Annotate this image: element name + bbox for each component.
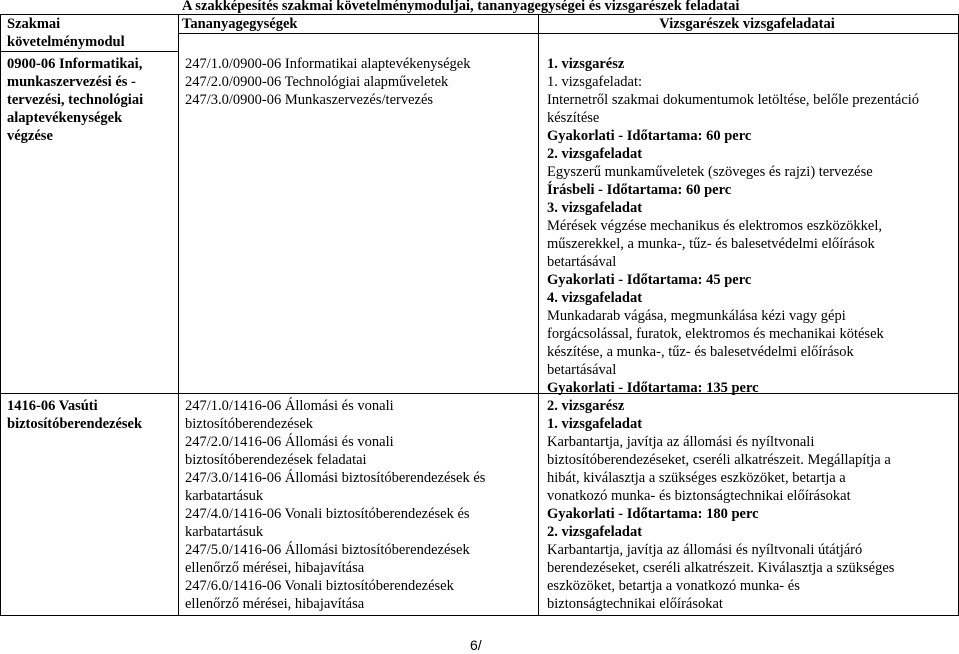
exam-line: Gyakorlati - Időtartama: 60 perc (547, 128, 752, 144)
module-line: 1416-06 Vasúti (7, 398, 98, 414)
module-line: alaptevékenységek (7, 110, 123, 126)
unit-line: 247/2.0/1416-06 Állomási és vonali (185, 434, 394, 450)
header-bottom-border-right (178, 33, 959, 34)
unit-line: biztosítóberendezések feladatai (185, 452, 367, 468)
header-bottom-border-left (0, 51, 178, 52)
exam-line: Gyakorlati - Időtartama: 180 perc (547, 506, 759, 522)
exam-line: 1. vizsgarész (547, 56, 625, 72)
column-divider-2 (538, 14, 539, 615)
exam-line: biztonságtechnikai előírásokat (547, 596, 723, 612)
unit-line: ellenőrző mérései, hibajavítása (185, 560, 365, 576)
exam-line: Karbantartja, javítja az állomási és nyíltvonali útátjáró (547, 542, 863, 558)
page-number: 6/ (470, 637, 482, 653)
module-1416 (7, 397, 175, 433)
exam-line: 2. vizsgafeladat (547, 524, 643, 540)
exam-line: berendezéseket, cseréli alkatrészeit. Kiválasztja a szükséges (547, 560, 895, 576)
unit-line: 247/4.0/1416-06 Vonali biztosítóberendezések és (185, 506, 470, 522)
exam-line: biztosítóberendezéseket, cseréli alkatrészeit. Megállapítja a (547, 452, 891, 468)
exam-line: 1. vizsgafeladat (547, 416, 643, 432)
unit-line: 247/1.0/0900-06 Informatikai alaptevékenységek (185, 56, 471, 72)
exam-0900 (547, 55, 955, 397)
unit-line: 247/3.0/0900-06 Munkaszervezés/tervezés (185, 92, 434, 108)
exam-line: 2. vizsgafeladat (547, 146, 643, 162)
exam-line: Gyakorlati - Időtartama: 45 perc (547, 272, 752, 288)
units-0900 (185, 55, 530, 109)
exam-line: Munkadarab vágása, megmunkálása kézi vagy gépi (547, 308, 846, 324)
table-left-border (0, 14, 1, 615)
page-caption: A szakképesítés szakmai követelménymoduljai, tananyagegységei és vizsgarészek feladatai (182, 0, 740, 14)
exam-line: készítése, a munka-, tűz- és balesetvédelmi előírások (547, 344, 854, 360)
exam-line: eszközöket, betartja a vonatkozó munka- és (547, 578, 800, 594)
exam-line: készítése (547, 110, 600, 126)
table-bottom-border (0, 615, 959, 616)
unit-line: 247/1.0/1416-06 Állomási és vonali (185, 398, 394, 414)
module-line: végzése (7, 128, 53, 144)
exam-line: betartásával (547, 254, 617, 270)
header-module-line: követelménymodul (7, 34, 125, 50)
exam-line: forgácsolással, furatok, elektromos és mechanikai kötések (547, 326, 884, 342)
unit-line: 247/3.0/1416-06 Állomási biztosítóberendezések és (185, 470, 486, 486)
exam-line: Karbantartja, javítja az állomási és nyíltvonali (547, 434, 815, 450)
exam-line: Írásbeli - Időtartama: 60 perc (547, 182, 732, 198)
exam-line: vonatkozó munka- és biztonságtechnikai előírásokat (547, 488, 851, 504)
exam-line: Internetről szakmai dokumentumok letöltése, belőle prezentáció (547, 92, 920, 108)
unit-line: 247/5.0/1416-06 Állomási biztosítóberendezések (185, 542, 470, 558)
module-line: munkaszervezési és - (7, 74, 136, 90)
unit-line: karbatartásuk (185, 524, 264, 540)
unit-line: karbatartásuk (185, 488, 264, 504)
unit-line: biztosítóberendezések (185, 416, 314, 432)
exam-line: műszerekkel, a munka-, tűz- és balesetvédelmi előírások (547, 236, 875, 252)
header-units: Tananyagegységek (182, 16, 298, 32)
exam-line: 2. vizsgarész (547, 398, 625, 414)
exam-line: Egyszerű munkaműveletek (szöveges és rajzi) tervezése (547, 164, 873, 180)
exam-line: 4. vizsgafeladat (547, 290, 643, 306)
header-exam: Vizsgarészek vizsgafeladatai (659, 16, 835, 32)
exam-line: 3. vizsgafeladat (547, 200, 643, 216)
module-0900 (7, 55, 175, 145)
column-divider-1 (178, 14, 179, 615)
exam-line: hibát, kiválasztja a szükséges eszközöket, betartja a (547, 470, 846, 486)
exam-line: betartásával (547, 362, 617, 378)
exam-line: 1. vizsgafeladat: (547, 74, 643, 90)
exam-line: Gyakorlati - Időtartama: 135 perc (547, 380, 759, 396)
unit-line: 247/2.0/0900-06 Technológiai alapműveletek (185, 74, 449, 90)
units-1416 (185, 397, 530, 613)
header-module (7, 15, 175, 51)
unit-line: ellenőrző mérései, hibajavítása (185, 596, 365, 612)
exam-line: Mérések végzése mechanikus és elektromos eszközökkel, (547, 218, 882, 234)
module-line: biztosítóberendezések (7, 416, 143, 432)
exam-1416 (547, 397, 955, 613)
unit-line: 247/6.0/1416-06 Vonali biztosítóberendezések (185, 578, 454, 594)
header-module-line: Szakmai (7, 16, 61, 32)
module-line: 0900-06 Informatikai, (7, 56, 143, 72)
module-line: tervezési, technológiai (7, 92, 144, 108)
